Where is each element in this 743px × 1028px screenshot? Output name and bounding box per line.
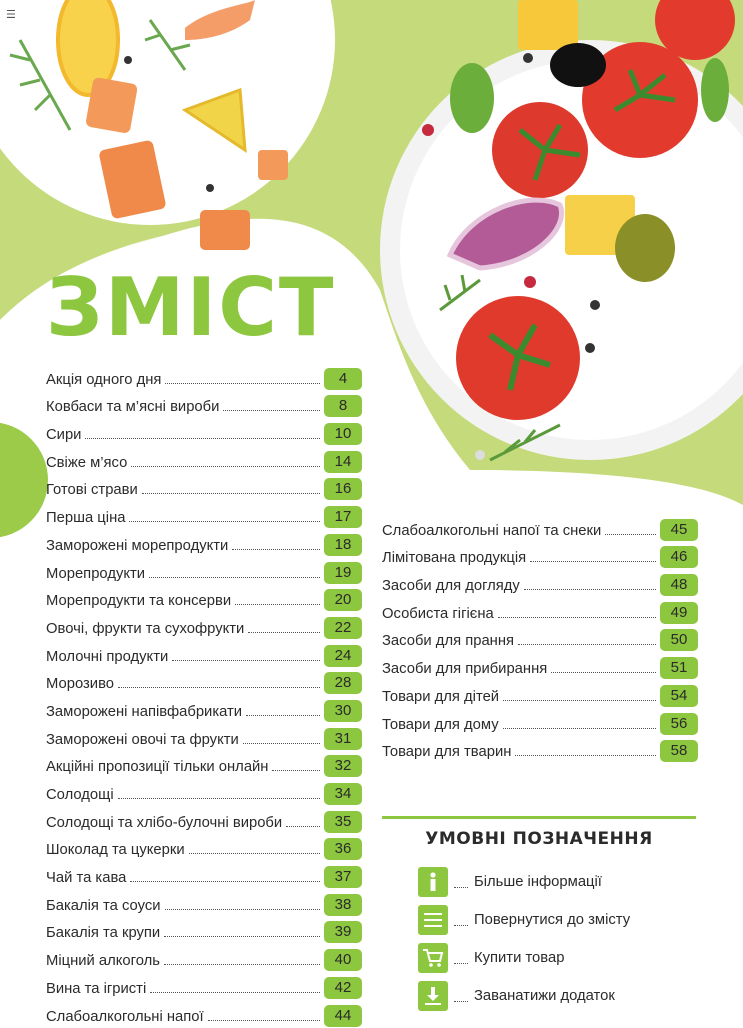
toc-item-label: Товари для тварин	[382, 744, 512, 761]
toc-leader-dots	[518, 644, 656, 645]
toc-left-column	[46, 363, 362, 1028]
toc-leader-dots	[503, 728, 656, 729]
toc-item[interactable]	[46, 446, 362, 474]
legend-divider	[382, 816, 696, 819]
toc-page-badge[interactable]: 24	[324, 645, 362, 667]
toc-leader-dots	[235, 604, 320, 605]
rosemary-sprig	[440, 275, 480, 310]
toc-item[interactable]	[382, 652, 698, 680]
toc-leader-dots	[172, 660, 320, 661]
peppercorn	[523, 53, 533, 63]
toc-page-badge[interactable]: 56	[660, 713, 698, 735]
toc-page-badge[interactable]: 54	[660, 685, 698, 707]
toc-leader-dots	[165, 383, 320, 384]
toc-item-label: Заморожені овочі та фрукти	[46, 731, 239, 748]
olive	[550, 43, 606, 87]
toc-page-badge[interactable]: 34	[324, 783, 362, 805]
toc-item-label: Чай та кава	[46, 870, 127, 887]
toc-item[interactable]	[382, 542, 698, 570]
lemon-wedge	[185, 90, 245, 150]
toc-page-badge[interactable]: 20	[324, 589, 362, 611]
peppercorn	[524, 276, 536, 288]
toc-page-badge[interactable]: 46	[660, 546, 698, 568]
peppercorn	[585, 343, 595, 353]
toc-item[interactable]	[46, 917, 362, 945]
toc-item[interactable]	[46, 640, 362, 668]
legend-item-download	[418, 977, 696, 1015]
toc-item[interactable]	[46, 418, 362, 446]
toc-item-label: Лімітована продукція	[382, 550, 527, 567]
toc-item[interactable]	[46, 612, 362, 640]
salmon-piece	[200, 210, 250, 250]
toc-item[interactable]	[382, 708, 698, 736]
toc-page-badge[interactable]: 32	[324, 755, 362, 777]
toc-item[interactable]	[46, 695, 362, 723]
toc-page-badge[interactable]: 50	[660, 629, 698, 651]
toc-item-label: Бакалія та соуси	[46, 897, 161, 914]
toc-item[interactable]	[46, 1000, 362, 1028]
toc-page-badge[interactable]: 45	[660, 519, 698, 541]
toc-item-label: Морепродукти	[46, 565, 146, 582]
download-icon	[418, 981, 448, 1011]
page-title: ЗМІСТ	[46, 261, 336, 354]
toc-page-badge[interactable]: 10	[324, 423, 362, 445]
legend-label: Повернутися до змісту	[474, 912, 631, 928]
legend-label: Заванатижи додаток	[474, 988, 615, 1004]
toc-leader-dots	[149, 577, 320, 578]
toc-leader-dots	[515, 755, 656, 756]
toc-item-label: Морепродукти та консерви	[46, 593, 232, 610]
toc-page-badge[interactable]: 36	[324, 838, 362, 860]
toc-leader-dots	[248, 632, 320, 633]
toc-page-badge[interactable]: 8	[324, 395, 362, 417]
toc-item-label: Засоби для догляду	[382, 578, 520, 595]
toc-item-label: Товари для дітей	[382, 688, 500, 705]
toc-item-label: Морозиво	[46, 676, 114, 693]
right-food-illustration	[410, 0, 743, 480]
toc-item-label: Слабоалкогольні напої та снеки	[382, 522, 602, 539]
toc-page-badge[interactable]: 51	[660, 657, 698, 679]
info-icon	[418, 867, 448, 897]
toc-page-badge[interactable]: 37	[324, 866, 362, 888]
toc-leader-dots	[85, 438, 320, 439]
toc-item-label: Солодощі та хлібо-булочні вироби	[46, 814, 283, 831]
toc-item-label: Товари для дому	[382, 716, 499, 733]
toc-page-badge[interactable]: 31	[324, 728, 362, 750]
menu-icon[interactable]: ☰	[6, 9, 16, 21]
toc-page-badge[interactable]: 4	[324, 368, 362, 390]
toc-leader-dots	[243, 743, 320, 744]
toc-item[interactable]	[46, 861, 362, 889]
onion-slice	[450, 200, 562, 268]
toc-leader-dots	[286, 826, 320, 827]
toc-item-label: Слабоалкогольні напої	[46, 1008, 204, 1025]
toc-item[interactable]	[46, 778, 362, 806]
toc-leader-dots	[130, 881, 320, 882]
toc-page-badge[interactable]: 58	[660, 740, 698, 762]
toc-page-badge[interactable]: 14	[324, 451, 362, 473]
toc-leader-dots	[223, 410, 320, 411]
legend-item-info	[418, 863, 696, 901]
toc-item[interactable]	[46, 751, 362, 779]
toc-item-label: Заморожені морепродукти	[46, 537, 229, 554]
toc-item[interactable]	[46, 529, 362, 557]
salmon-piece	[258, 150, 288, 180]
salmon-slice	[185, 0, 255, 40]
toc-leader-dots	[208, 1020, 320, 1021]
toc-page-badge[interactable]: 48	[660, 574, 698, 596]
toc-item-label: Свіже м’ясо	[46, 454, 128, 471]
toc-item[interactable]	[382, 569, 698, 597]
toc-item-label: Особиста гігієна	[382, 605, 494, 622]
toc-item-label: Овочі, фрукти та сухофрукти	[46, 620, 245, 637]
peppercorn	[124, 56, 132, 64]
toc-leader-dots	[530, 561, 656, 562]
toc-item[interactable]	[46, 391, 362, 419]
toc-leader-dots	[150, 992, 320, 993]
toc-item-label: Засоби для прання	[382, 633, 515, 650]
toc-page-badge[interactable]: 49	[660, 602, 698, 624]
toc-leader-dots	[498, 617, 656, 618]
toc-item[interactable]	[46, 501, 362, 529]
tomato	[492, 102, 588, 198]
legend-label: Купити товар	[474, 950, 565, 966]
basil-leaf	[450, 63, 494, 133]
toc-item-label: Сири	[46, 427, 82, 444]
toc-item[interactable]	[46, 363, 362, 391]
toc-leader-dots	[189, 853, 320, 854]
toc-item[interactable]	[46, 723, 362, 751]
dill-sprig	[145, 20, 190, 70]
toc-page-badge[interactable]: 40	[324, 949, 362, 971]
toc-leader-dots	[551, 672, 656, 673]
toc-item-label: Солодощі	[46, 787, 114, 803]
toc-item[interactable]	[46, 585, 362, 613]
toc-item[interactable]	[382, 514, 698, 542]
peppercorn	[422, 124, 434, 136]
toc-item[interactable]	[46, 668, 362, 696]
toc-item[interactable]	[46, 889, 362, 917]
toc-item[interactable]	[382, 625, 698, 653]
toc-item-label: Шоколад та цукерки	[46, 842, 185, 859]
left-food-illustration	[0, 0, 330, 260]
toc-item-label: Готові страви	[46, 482, 138, 499]
toc-item-label: Вина та ігристі	[46, 980, 147, 997]
toc-page-badge[interactable]: 28	[324, 672, 362, 694]
peppercorn	[475, 450, 485, 460]
legend	[382, 816, 696, 1015]
toc-page-badge[interactable]: 17	[324, 506, 362, 528]
toc-page-badge[interactable]: 18	[324, 534, 362, 556]
toc-item[interactable]	[46, 557, 362, 585]
toc-item[interactable]	[382, 680, 698, 708]
toc-page-badge[interactable]: 16	[324, 478, 362, 500]
rosemary-sprig	[490, 425, 560, 460]
toc-leader-dots	[118, 798, 320, 799]
legend-item-cart	[418, 939, 696, 977]
legend-leader	[454, 1001, 468, 1002]
toc-item-label: Засоби для прибирання	[382, 661, 548, 678]
peppercorn	[206, 184, 214, 192]
toc-item-label: Акційні пропозиції тільки онлайн	[46, 759, 269, 776]
toc-page-badge[interactable]: 30	[324, 700, 362, 722]
toc-leader-dots	[272, 770, 320, 771]
toc-item-label: Заморожені напівфабрикати	[46, 703, 243, 720]
basil-leaf	[701, 58, 729, 122]
toc-page-badge[interactable]: 38	[324, 894, 362, 916]
legend-item-contents	[418, 901, 696, 939]
toc-leader-dots	[118, 687, 320, 688]
toc-leader-dots	[503, 700, 656, 701]
legend-leader	[454, 925, 468, 926]
toc-item-label: Міцний алкоголь	[46, 953, 160, 970]
toc-leader-dots	[165, 909, 321, 910]
toc-item-label: Бакалія та крупи	[46, 925, 161, 942]
toc-page-badge[interactable]: 19	[324, 562, 362, 584]
legend-leader	[454, 887, 468, 888]
toc-item[interactable]	[46, 944, 362, 972]
toc-leader-dots	[129, 521, 320, 522]
cheese-cube	[518, 0, 578, 50]
left-edge-circle	[0, 422, 48, 538]
toc-item[interactable]	[46, 834, 362, 862]
toc-leader-dots	[246, 715, 320, 716]
toc-item-label: Перша ціна	[46, 510, 126, 527]
toc-page-badge[interactable]: 42	[324, 977, 362, 999]
salmon-piece	[98, 140, 166, 220]
toc-item[interactable]	[46, 474, 362, 502]
cart-icon	[418, 943, 448, 973]
toc-item[interactable]	[46, 806, 362, 834]
toc-item-label: Молочні продукти	[46, 648, 169, 665]
toc-page-badge[interactable]: 39	[324, 921, 362, 943]
peppercorn	[590, 300, 600, 310]
toc-leader-dots	[605, 534, 656, 535]
list-icon	[418, 905, 448, 935]
salmon-piece	[85, 77, 138, 134]
toc-leader-dots	[524, 589, 656, 590]
toc-right-column	[382, 514, 698, 763]
toc-leader-dots	[164, 936, 320, 937]
toc-leader-dots	[131, 466, 320, 467]
toc-item-label: Ковбаси та м’ясні вироби	[46, 399, 220, 416]
legend-leader	[454, 963, 468, 964]
toc-leader-dots	[232, 549, 320, 550]
legend-label: Більше інформації	[474, 874, 602, 890]
toc-leader-dots	[164, 964, 320, 965]
toc-page-badge[interactable]: 44	[324, 1005, 362, 1027]
toc-page-badge[interactable]: 22	[324, 617, 362, 639]
olive	[615, 214, 675, 282]
toc-page-badge[interactable]: 35	[324, 811, 362, 833]
toc-item[interactable]	[382, 597, 698, 625]
toc-item[interactable]	[46, 972, 362, 1000]
toc-item[interactable]	[382, 736, 698, 764]
toc-item-label: Акція одного дня	[46, 371, 162, 388]
toc-leader-dots	[142, 493, 320, 494]
legend-title: УМОВНІ ПОЗНАЧЕННЯ	[425, 829, 653, 849]
